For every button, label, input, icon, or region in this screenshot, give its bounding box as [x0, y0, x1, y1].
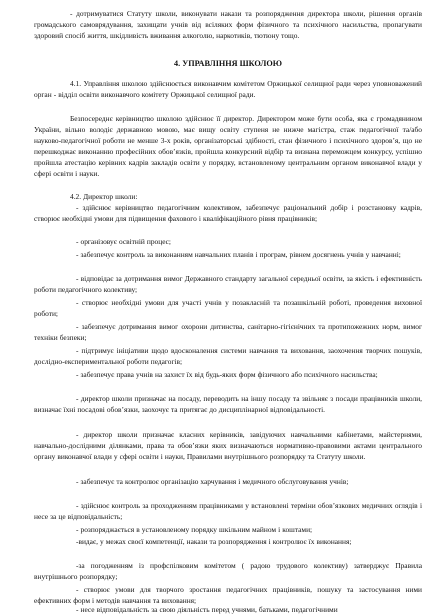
- list-item: - директор школи призначає класних керівників, завідуючих навчальними кабінетами, майстернями, навчально-дослідними ділянками, права та обов’язки яких визначаються нормативно-правовими актами центрального органу виконавчої влади у сфері освіти і науки, Правилами внутрішнього розпорядку та Статуту школи.: [34, 430, 422, 462]
- list-item: - здійснює контроль за проходженням працівниками у встановлені терміни обов’язкових медичних оглядів і несе за це відповідальність;: [34, 501, 422, 522]
- list-item: - несе відповідальність за свою діяльність перед учнями, батьками, педагогічними: [76, 605, 338, 614]
- list-item: -за погодженням із профспілковим комітетом ( радою трудового колективу) затверджує Правила внутрішнього розпорядку;: [34, 561, 422, 582]
- top-paragraph: - дотримуватися Статуту школи, виконувати накази та розпорядження директора школи, рішення органів громадського самоврядування, захищати учнів від всіляких форм фізичного та психічного насильства, пропагувати здоровий спосіб життя, шкідливість вживання алкоголю, наркотиків, тютюну тощо.: [34, 9, 422, 41]
- section-title: 4. УПРАВЛІННЯ ШКОЛОЮ: [174, 59, 282, 68]
- list-item: - забезпечує права учнів на захист їх від будь-яких форм фізичного або психічного насильства;: [76, 370, 378, 379]
- list-item: - забезпечує та контролює організацію харчування і медичного обслуговування учнів;: [76, 477, 349, 486]
- list-item: - розпоряджається в установленому порядку шкільним майном і коштами;: [76, 525, 313, 534]
- paragraph-4-2: 4.2. Директор школи:: [70, 192, 138, 201]
- paragraph-director-requirements: Безпосереднє керівництво школою здійснює її директор. Директором може бути особа, яка є громадянином України, вільно володіє державною мовою, має вищу освіту ступеня не нижче магістра, стаж педагогічної та/або науково-педагогічної роботи не менше 3-х років, організаторські здібності, стан фізичного і психічного здоров’я, що не перешкоджає виконанню професійних обов’язків, пройшла конкурсний відбір та визнана переможцем конкурсу, успішно пройшла атестацію керівних кадрів закладів освіти у порядку, встановленому центральним органом виконавчої влади у сфері освіти і науки.: [34, 114, 422, 179]
- paragraph-4-1: 4.1. Управління школою здійснюється виконавчим комітетом Оржицької селищної ради через уповноважений орган - відділ освіти виконавчого комітету Оржицької селищної ради.: [34, 79, 422, 100]
- list-item: - здійснює керівництво педагогічним колективом, забезпечує раціональний добір і розстановку кадрів, створює необхідні умови для підвищення фахового і кваліфікаційного рівня працівників;: [34, 203, 422, 224]
- list-item: - забезпечує контроль за виконанням навчальних планів і програм, рівнем досягнень учнів у навчанні;: [76, 250, 401, 259]
- list-item: - створює умови для творчого зростання педагогічних працівників, пошуку та застосування ними ефективних форм і методів навчання та виховання;: [34, 585, 422, 606]
- list-item: - забезпечує дотримання вимог охорони дитинства, санітарно-гігієнічних та протипожежних норм, вимог техніки безпеки;: [34, 322, 422, 343]
- list-item: - організовує освітній процес;: [76, 237, 171, 246]
- list-item: - директор школи призначає на посаду, переводить на іншу посаду та звільняє з посади працівників школи, визначає їхні посадові обов’язки, заохочує та притягає до дисциплінарної відповідальності.: [34, 394, 422, 415]
- list-item: -видає, у межах своєї компетенції, накази та розпорядження і контролює їх виконання;: [76, 537, 352, 546]
- list-item: - підтримує ініціативи щодо вдосконалення системи навчання та виховання, заохочення творчих пошуків, дослідно-експериментальної роботи педагогів;: [34, 346, 422, 367]
- list-item: - створює необхідні умови для участі учнів у позакласній та позашкільній роботі, проведення виховної роботи;: [34, 298, 422, 319]
- list-item: - відповідає за дотримання вимог Державного стандарту загальної середньої освіти, за якість і ефективність роботи педагогічного колективу;: [34, 274, 422, 295]
